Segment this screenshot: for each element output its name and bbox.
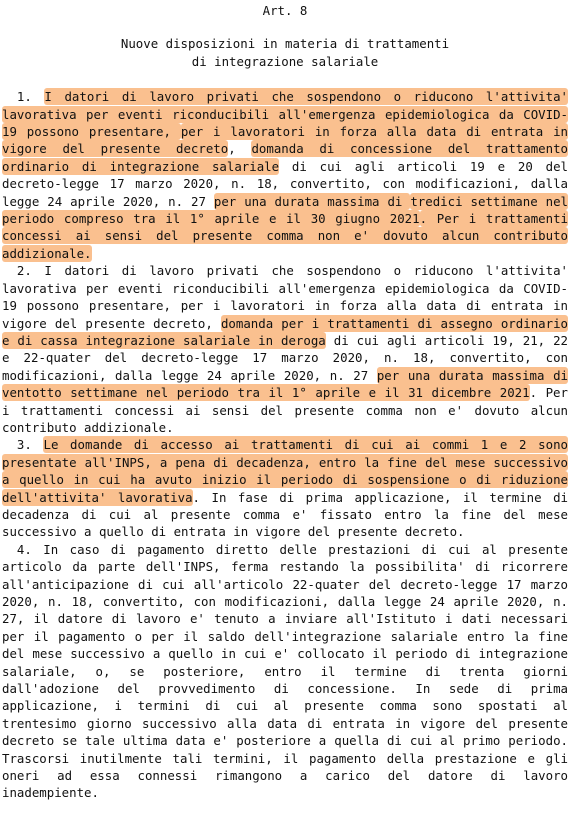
body-text: 3.	[16, 437, 44, 453]
body-text: 1.	[16, 89, 45, 105]
body-text: 4. In caso di pagamento diretto delle prestazioni di cui al presente articolo da parte dell'INPS, ferma restando la possibilita' di ricorrere all'anticipazione di cui all'articolo 22-quater del decreto-legge 17 marzo 2020, n. 18, convertito, con modificazioni, dalla legge 24 aprile 2020, n. 27, il datore di lavoro e' tenuto a inviare all'Istituto i dati necessari per il pagamento o per il saldo dell'integrazione salariale entro la fine del mese successivo a quello in cui e' collocato il periodo di integrazione salariale, o, se posteriore, entro il termine di trenta giorni dall'adozione del provvedimento di concessione. In sede di prima applicazione, i termini di cui al presente comma sono spostati al trentesimo giorno successivo alla data di entrata in vigore del presente decreto se tale ultima data e' posteriore a quella di cui al primo periodo. Trascorsi inutilmente tali termini, il pagamento della prestazione e gli oneri ad essa connessi rimangono a carico del datore di lavoro inadempiente.	[2, 541, 568, 801]
subtitle-line-1: Nuove disposizioni in materia di trattamenti	[120, 36, 450, 52]
paragraph-1	[2, 88, 568, 262]
highlighted-text: . Per i trattamenti concessi ai sensi del presente comma non e' dovuto alcun contributo addizionale.	[2, 211, 568, 261]
highlighted-text: tredici settimane nel periodo compreso tra il 1° aprile e il 30 giugno 2021	[2, 193, 568, 227]
highlighted-text: domanda per i trattamenti di assegno ordinario e di cassa integrazione salariale in deroga	[2, 315, 568, 348]
subtitle-line-2: di integrazione salariale	[191, 53, 379, 69]
body-text: di cui agli articoli 19, 21, 22 e 22-quater del decreto-legge 17 marzo 2020, n. 18, convertito, con modificazioni, dalla legge 24 aprile 2020, n. 27	[2, 332, 568, 383]
highlighted-text: per i lavoratori in forza alla data di entrata in vigore del presente decreto	[2, 124, 569, 157]
body-text: di cui agli articoli 19 e 20 del decreto-legge 17 marzo 2020, n. 18, convertito, con modificazioni, dalla legge 24 aprile 2020, n. 27	[2, 158, 568, 209]
highlighted-text: domanda di concessione del trattamento ordinario di integrazione salariale	[2, 141, 568, 174]
paragraph-4	[2, 541, 568, 802]
highlighted-text: I datori di lavoro privati che sospendono o riducono l'attivita' lavorativa per eventi riconducibili all'emergenza epidemiologica da COVID-19 possono presentare,	[2, 89, 568, 140]
body-text: 2. I datori di lavoro privati che sospendono o riducono l'attivita' lavorativa per eventi riconducibili all'emergenza epidemiologica da COVID-19 possono presentare, per i lavoratori in forza alla data di entrata in vigore del presente decreto,	[2, 263, 568, 331]
article-subtitle	[2, 35, 568, 70]
article-body	[2, 88, 568, 802]
body-text: . In fase di prima applicazione, il termine di decadenza di cui al presente comma e' fissato entro la fine del mese successivo a quello di entrata in vigore del presente decreto.	[2, 489, 569, 540]
paragraph-3	[2, 436, 568, 540]
article-title: Art. 8	[262, 3, 308, 18]
highlighted-text: Le domande di accesso ai trattamenti di cui ai commi 1 e 2 sono presentate all'INPS, a pena di decadenza, entro la fine del mese successivo a quello in cui ha avuto inizio il periodo di sospensione o di riduzione dell'attivita' lavorativa	[2, 437, 568, 505]
highlighted-text: per una durata massima di ventotto settimane nel periodo tra il 1° aprile e il 31 dicembre 2021	[2, 367, 568, 401]
body-text: ,	[228, 141, 252, 157]
paragraph-2	[2, 262, 568, 436]
body-text: . Per i trattamenti concessi ai sensi del presente comma non e' dovuto alcun contributo addizionale.	[2, 385, 568, 435]
highlighted-text: per una durata massima di	[213, 193, 411, 209]
